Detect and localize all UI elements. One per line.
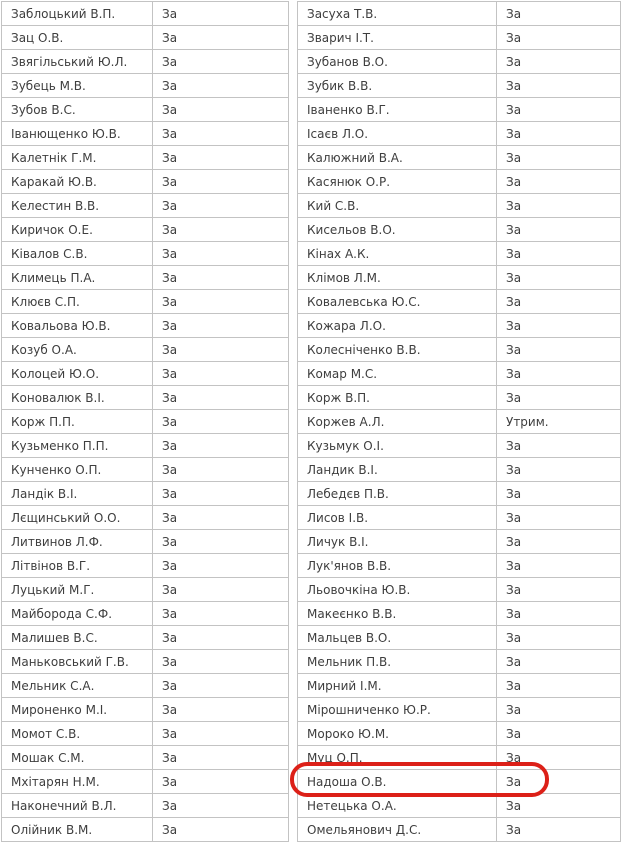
- deputy-name-cell: Момот С.В.: [2, 722, 153, 746]
- vote-cell: За: [153, 314, 289, 338]
- deputy-name-cell: Литвинов Л.Ф.: [2, 530, 153, 554]
- table-row: [298, 314, 621, 338]
- table-row: [2, 746, 289, 770]
- deputy-name-cell: Калетнік Г.М.: [2, 146, 153, 170]
- deputy-name-cell: Мороко Ю.М.: [298, 722, 497, 746]
- deputy-name-cell: Ківалов С.В.: [2, 242, 153, 266]
- table-row: [2, 26, 289, 50]
- table-row: [2, 674, 289, 698]
- table-row: [2, 410, 289, 434]
- deputy-name-cell: Лисов І.В.: [298, 506, 497, 530]
- table-row: [2, 362, 289, 386]
- table-row: [298, 722, 621, 746]
- vote-cell: За: [153, 338, 289, 362]
- deputy-name-cell: Ландік В.І.: [2, 482, 153, 506]
- vote-cell: За: [497, 314, 621, 338]
- table-row: [298, 338, 621, 362]
- table-row: [298, 74, 621, 98]
- vote-cell: За: [153, 170, 289, 194]
- table-row: [298, 98, 621, 122]
- deputy-name-cell: Зубов В.С.: [2, 98, 153, 122]
- vote-cell: За: [153, 410, 289, 434]
- table-row: [298, 698, 621, 722]
- vote-cell: За: [153, 722, 289, 746]
- vote-cell: За: [497, 626, 621, 650]
- deputy-name-cell: Муц О.П.: [298, 746, 497, 770]
- deputy-name-cell: Климець П.А.: [2, 266, 153, 290]
- table-row: [298, 146, 621, 170]
- vote-cell: За: [153, 74, 289, 98]
- table-row: [298, 194, 621, 218]
- vote-cell: За: [153, 674, 289, 698]
- deputy-name-cell: Кожара Л.О.: [298, 314, 497, 338]
- deputy-name-cell: Корж В.П.: [298, 386, 497, 410]
- table-row: [298, 530, 621, 554]
- deputy-name-cell: Корж П.П.: [2, 410, 153, 434]
- deputy-name-cell: Комар М.С.: [298, 362, 497, 386]
- deputy-name-cell: Ландик В.І.: [298, 458, 497, 482]
- vote-cell: За: [153, 218, 289, 242]
- table-row: [2, 818, 289, 842]
- table-row: [298, 674, 621, 698]
- deputy-name-cell: Заблоцький В.П.: [2, 2, 153, 26]
- deputy-name-cell: Літвінов В.Г.: [2, 554, 153, 578]
- table-row: [2, 314, 289, 338]
- vote-cell: За: [153, 290, 289, 314]
- voting-table-right-body: [298, 2, 621, 842]
- deputy-name-cell: Зубик В.В.: [298, 74, 497, 98]
- deputy-name-cell: Личук В.І.: [298, 530, 497, 554]
- vote-cell: За: [497, 122, 621, 146]
- deputy-name-cell: Мирний І.М.: [298, 674, 497, 698]
- table-row: [298, 626, 621, 650]
- vote-cell: За: [153, 266, 289, 290]
- table-row: [2, 170, 289, 194]
- vote-cell: За: [153, 386, 289, 410]
- deputy-name-cell: Майборода С.Ф.: [2, 602, 153, 626]
- vote-cell: За: [153, 698, 289, 722]
- vote-cell: За: [497, 554, 621, 578]
- table-row: [298, 362, 621, 386]
- vote-cell: За: [153, 122, 289, 146]
- vote-cell: За: [497, 722, 621, 746]
- table-row: [298, 794, 621, 818]
- deputy-name-cell: Зубець М.В.: [2, 74, 153, 98]
- deputy-name-cell: Мироненко М.І.: [2, 698, 153, 722]
- deputy-name-cell: Мельник С.А.: [2, 674, 153, 698]
- table-row: [2, 626, 289, 650]
- vote-cell: За: [153, 362, 289, 386]
- table-row: [2, 482, 289, 506]
- deputy-name-cell: Наконечний В.Л.: [2, 794, 153, 818]
- vote-cell: За: [497, 26, 621, 50]
- deputy-name-cell: Коржев А.Л.: [298, 410, 497, 434]
- table-row: [298, 746, 621, 770]
- vote-cell: За: [153, 602, 289, 626]
- vote-cell: За: [497, 218, 621, 242]
- table-row: [2, 122, 289, 146]
- table-row: [2, 434, 289, 458]
- vote-cell: За: [153, 146, 289, 170]
- deputy-name-cell: Лебедєв П.В.: [298, 482, 497, 506]
- deputy-name-cell: Омельянович Д.С.: [298, 818, 497, 842]
- deputy-name-cell: Ковалевська Ю.С.: [298, 290, 497, 314]
- vote-cell: За: [153, 98, 289, 122]
- vote-cell: За: [497, 266, 621, 290]
- vote-cell: За: [497, 50, 621, 74]
- vote-cell: За: [497, 338, 621, 362]
- table-row: [298, 578, 621, 602]
- vote-cell: За: [497, 602, 621, 626]
- vote-cell: За: [153, 554, 289, 578]
- voting-tables-container: [1, 1, 621, 842]
- vote-cell: За: [497, 170, 621, 194]
- deputy-name-cell: Кузьмук О.І.: [298, 434, 497, 458]
- table-row: [298, 482, 621, 506]
- table-row: [2, 290, 289, 314]
- vote-cell: За: [497, 74, 621, 98]
- deputy-name-cell: Льовочкіна Ю.В.: [298, 578, 497, 602]
- deputy-name-cell: Мхітарян Н.М.: [2, 770, 153, 794]
- table-row: [2, 50, 289, 74]
- vote-cell: За: [497, 194, 621, 218]
- vote-cell: За: [497, 818, 621, 842]
- deputy-name-cell: Кінах А.К.: [298, 242, 497, 266]
- table-row: [298, 122, 621, 146]
- table-row: [2, 98, 289, 122]
- table-row: [2, 770, 289, 794]
- deputy-name-cell: Іванющенко Ю.В.: [2, 122, 153, 146]
- vote-cell: За: [153, 794, 289, 818]
- table-row: [2, 74, 289, 98]
- table-row: [2, 386, 289, 410]
- vote-cell: За: [153, 818, 289, 842]
- deputy-name-cell: Ісаєв Л.О.: [298, 122, 497, 146]
- table-row: [2, 242, 289, 266]
- table-row: [298, 554, 621, 578]
- deputy-name-cell: Ковальова Ю.В.: [2, 314, 153, 338]
- deputy-name-cell: Лєщинський О.О.: [2, 506, 153, 530]
- deputy-name-cell: Киричок О.Е.: [2, 218, 153, 242]
- deputy-name-cell: Келестин В.В.: [2, 194, 153, 218]
- deputy-name-cell: Кий С.В.: [298, 194, 497, 218]
- vote-cell: За: [153, 770, 289, 794]
- vote-cell: За: [497, 770, 621, 794]
- table-row: [298, 818, 621, 842]
- deputy-name-cell: Клюєв С.П.: [2, 290, 153, 314]
- deputy-name-cell: Засуха Т.В.: [298, 2, 497, 26]
- vote-cell: За: [497, 242, 621, 266]
- deputy-name-cell: Колесніченко В.В.: [298, 338, 497, 362]
- vote-cell: За: [153, 530, 289, 554]
- deputy-name-cell: Колоцей Ю.О.: [2, 362, 153, 386]
- table-row: [298, 266, 621, 290]
- table-row: [2, 146, 289, 170]
- table-row: [2, 2, 289, 26]
- vote-cell: За: [153, 434, 289, 458]
- table-row: [298, 26, 621, 50]
- vote-cell: За: [497, 434, 621, 458]
- deputy-name-cell: Зварич І.Т.: [298, 26, 497, 50]
- table-row: [298, 50, 621, 74]
- table-row: [298, 290, 621, 314]
- vote-cell: За: [153, 194, 289, 218]
- table-row: [298, 218, 621, 242]
- table-row: [2, 338, 289, 362]
- vote-cell: За: [497, 146, 621, 170]
- table-row: [298, 506, 621, 530]
- vote-cell: За: [497, 386, 621, 410]
- deputy-name-cell: Козуб О.А.: [2, 338, 153, 362]
- table-row: [2, 650, 289, 674]
- table-row: [298, 458, 621, 482]
- vote-cell: За: [497, 506, 621, 530]
- deputy-name-cell: Зубанов В.О.: [298, 50, 497, 74]
- vote-cell: За: [497, 746, 621, 770]
- table-row: [2, 698, 289, 722]
- deputy-name-cell: Малишев В.С.: [2, 626, 153, 650]
- deputy-name-cell: Олійник В.М.: [2, 818, 153, 842]
- table-row: [298, 386, 621, 410]
- deputy-name-cell: Каракай Ю.В.: [2, 170, 153, 194]
- table-row: [2, 554, 289, 578]
- deputy-name-cell: Надоша О.В.: [298, 770, 497, 794]
- deputy-name-cell: Кузьменко П.П.: [2, 434, 153, 458]
- table-row: [2, 578, 289, 602]
- deputy-name-cell: Мошак С.М.: [2, 746, 153, 770]
- vote-cell: За: [153, 50, 289, 74]
- deputy-name-cell: Кисельов В.О.: [298, 218, 497, 242]
- deputy-name-cell: Калюжний В.А.: [298, 146, 497, 170]
- table-row: [2, 194, 289, 218]
- deputy-name-cell: Маньковський Г.В.: [2, 650, 153, 674]
- deputy-name-cell: Зац О.В.: [2, 26, 153, 50]
- voting-table-left-body: [2, 2, 289, 842]
- vote-cell: За: [497, 794, 621, 818]
- table-row: [298, 434, 621, 458]
- deputy-name-cell: Клімов Л.М.: [298, 266, 497, 290]
- voting-table-left: [1, 1, 289, 842]
- table-row: [298, 2, 621, 26]
- deputy-name-cell: Луцький М.Г.: [2, 578, 153, 602]
- deputy-name-cell: Лук'янов В.В.: [298, 554, 497, 578]
- vote-cell: За: [153, 242, 289, 266]
- vote-cell: За: [153, 26, 289, 50]
- vote-cell: За: [497, 650, 621, 674]
- vote-cell: За: [497, 482, 621, 506]
- deputy-name-cell: Макеєнко В.В.: [298, 602, 497, 626]
- deputy-name-cell: Нетецька О.А.: [298, 794, 497, 818]
- vote-cell: За: [497, 98, 621, 122]
- table-row: [2, 602, 289, 626]
- table-row: [2, 218, 289, 242]
- deputy-name-cell: Мельник П.В.: [298, 650, 497, 674]
- vote-cell: За: [153, 746, 289, 770]
- vote-cell: За: [153, 482, 289, 506]
- table-row: [298, 410, 621, 434]
- vote-cell: За: [153, 506, 289, 530]
- vote-cell: За: [153, 458, 289, 482]
- deputy-name-cell: Касянюк О.Р.: [298, 170, 497, 194]
- table-row: [298, 770, 621, 794]
- vote-cell: За: [497, 2, 621, 26]
- vote-cell: За: [497, 362, 621, 386]
- vote-cell: За: [153, 650, 289, 674]
- vote-cell: За: [153, 578, 289, 602]
- vote-cell: За: [497, 698, 621, 722]
- table-row: [2, 506, 289, 530]
- vote-cell: За: [497, 530, 621, 554]
- table-row: [2, 458, 289, 482]
- table-row: [298, 242, 621, 266]
- deputy-name-cell: Іваненко В.Г.: [298, 98, 497, 122]
- deputy-name-cell: Коновалюк В.І.: [2, 386, 153, 410]
- vote-cell: За: [497, 674, 621, 698]
- vote-cell: Утрим.: [497, 410, 621, 434]
- table-row: [2, 722, 289, 746]
- vote-cell: За: [497, 290, 621, 314]
- table-row: [298, 602, 621, 626]
- table-row: [2, 266, 289, 290]
- voting-table-right: [297, 1, 621, 842]
- deputy-name-cell: Кунченко О.П.: [2, 458, 153, 482]
- table-row: [2, 530, 289, 554]
- table-row: [2, 794, 289, 818]
- deputy-name-cell: Мірошниченко Ю.Р.: [298, 698, 497, 722]
- vote-cell: За: [497, 578, 621, 602]
- vote-cell: За: [153, 626, 289, 650]
- table-row: [298, 650, 621, 674]
- deputy-name-cell: Мальцев В.О.: [298, 626, 497, 650]
- vote-cell: За: [497, 458, 621, 482]
- vote-cell: За: [153, 2, 289, 26]
- table-row: [298, 170, 621, 194]
- deputy-name-cell: Звягільський Ю.Л.: [2, 50, 153, 74]
